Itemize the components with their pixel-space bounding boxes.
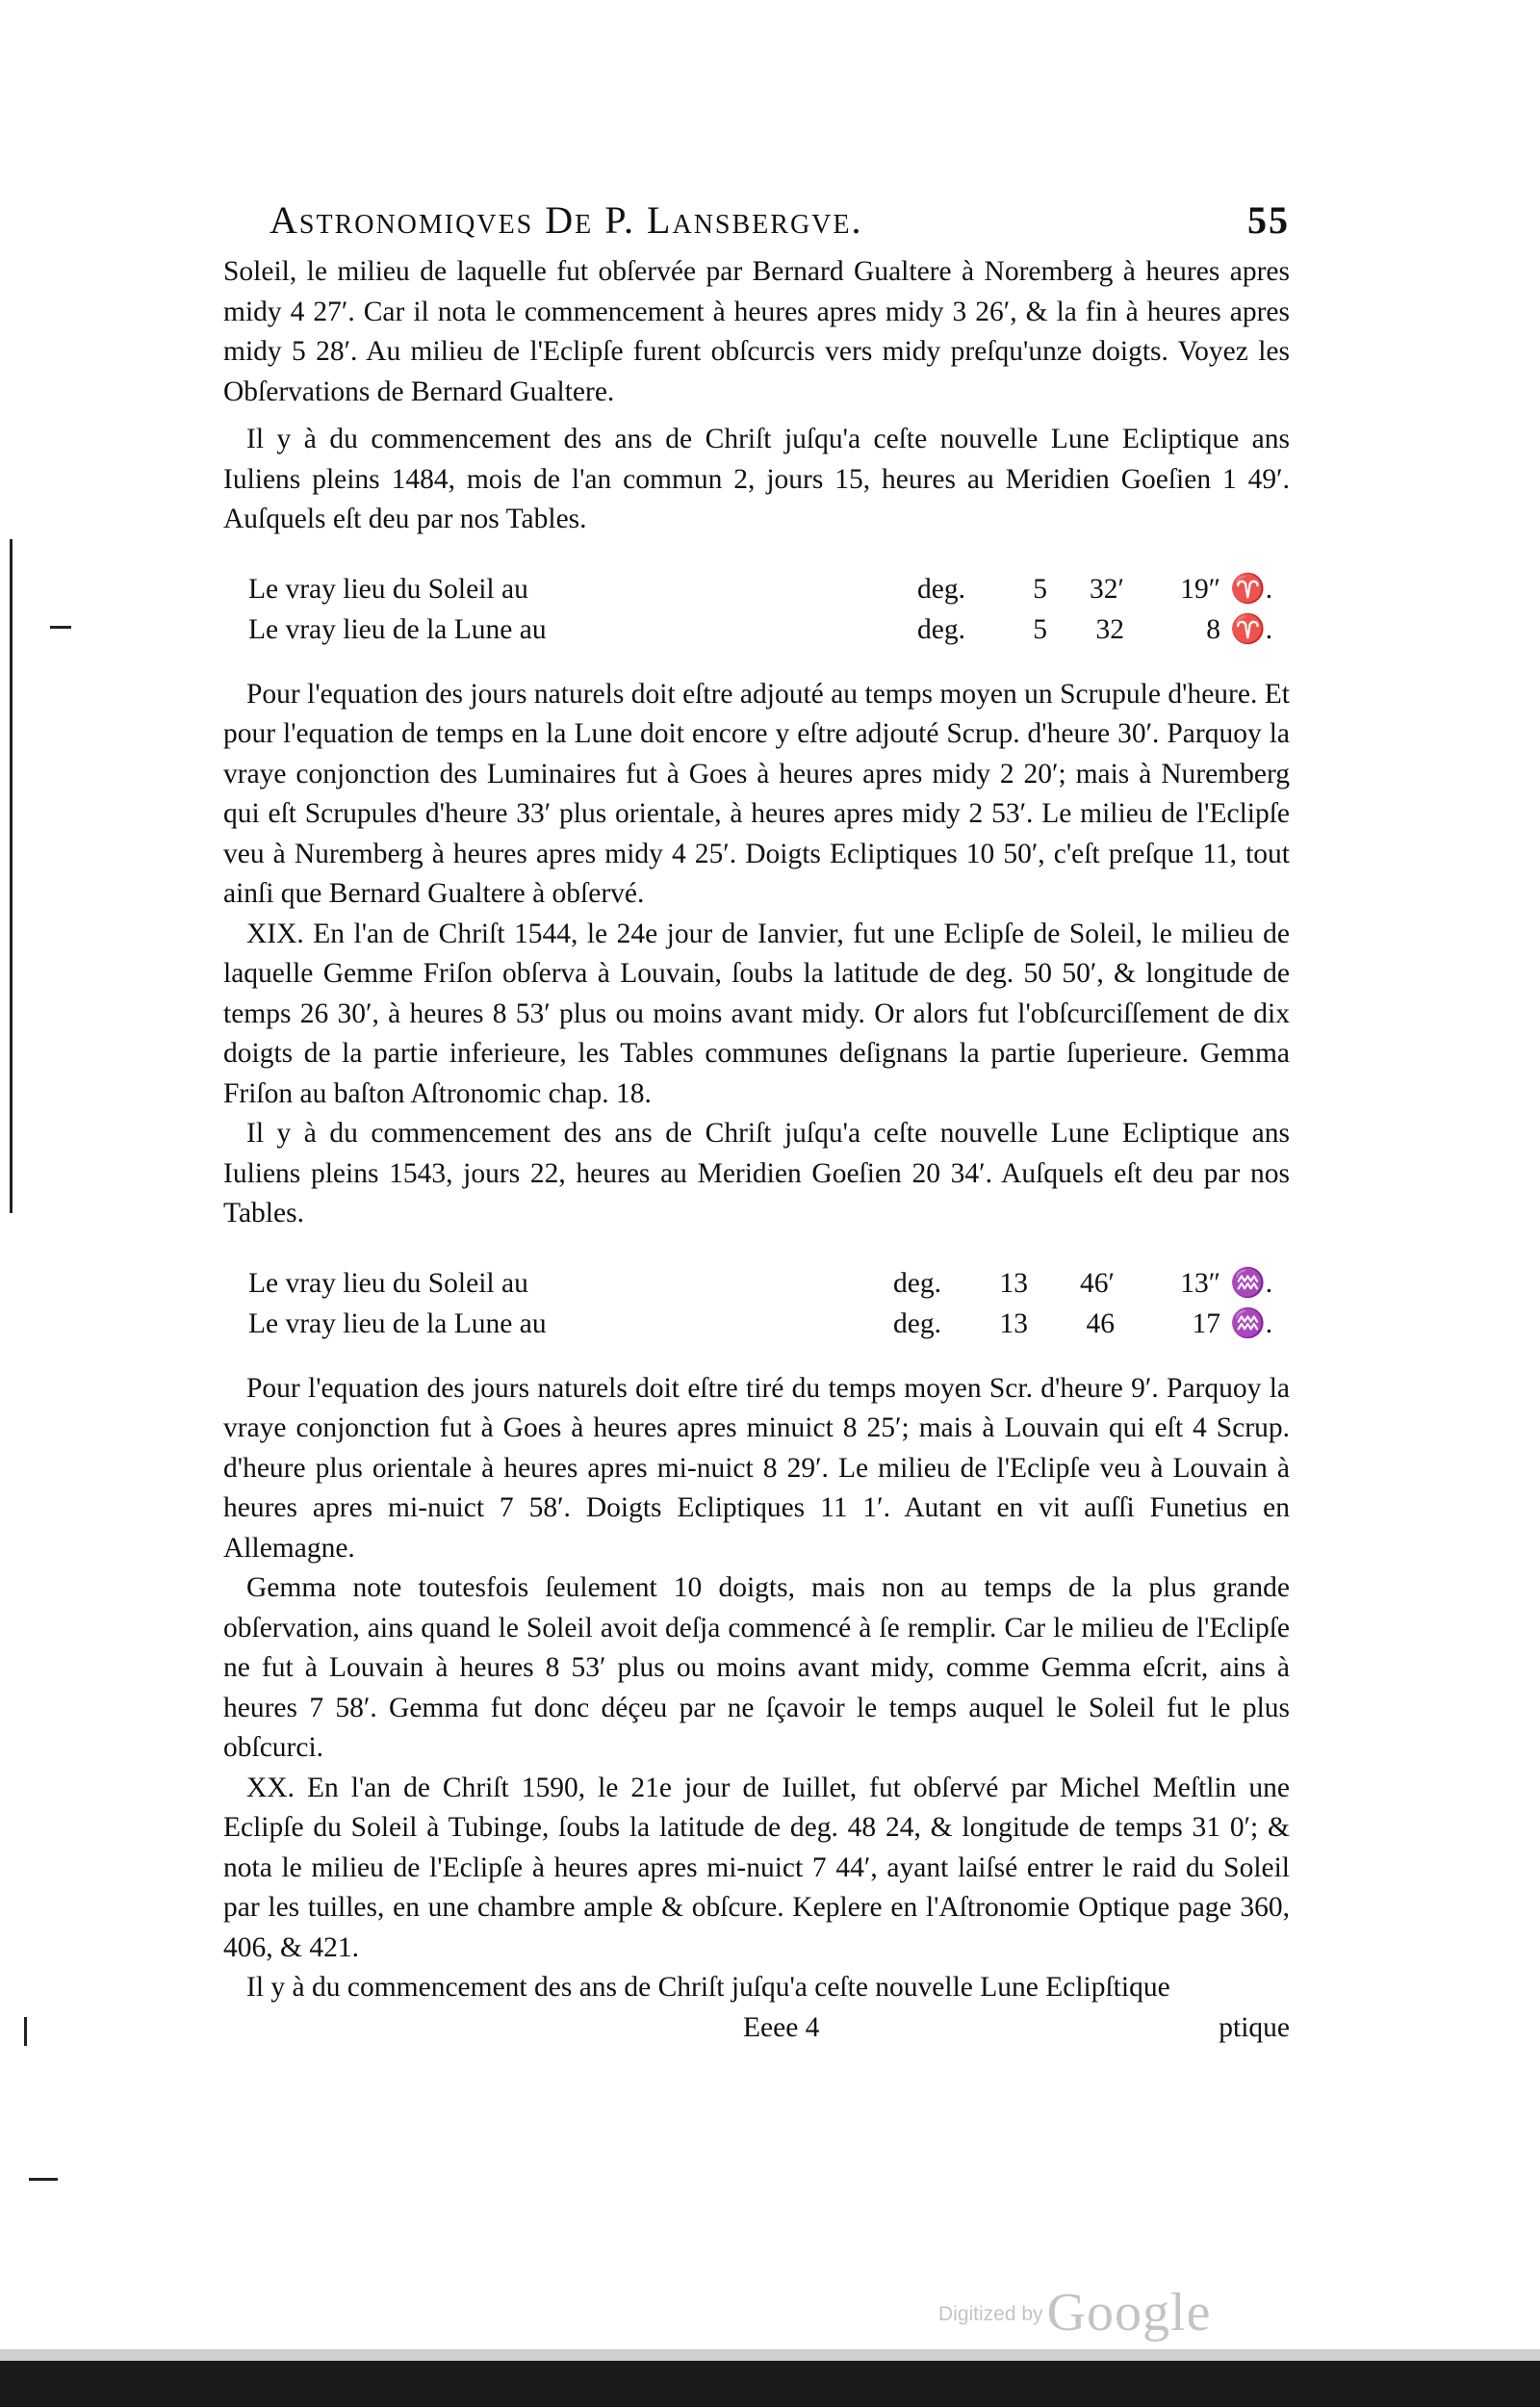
minutes-value: 32 (1095, 613, 1124, 645)
deg-label: deg. (917, 613, 965, 645)
page-footer (223, 2008, 1290, 2049)
row-label: Le vray lieu du Soleil au (248, 1267, 528, 1299)
body-text (223, 252, 1290, 2049)
table-row (248, 609, 1278, 650)
paragraph: Soleil, le milieu de laquelle fut obſervée par Bernard Gualtere à Noremberg à heures apres midy 4 27′. Car il nota le commencement à heures apres midy 3 26′, & la fin à heures apres midy 5 28′. Au milieu de l'Eclipſe furent obſcurcis vers midy preſqu'unze doigts. Voyez les Obſervations de Bernard Gualtere. (223, 256, 1290, 407)
running-title: Astronomiqves De P. Lansbergve. (270, 198, 863, 242)
minutes-value: 46′ (1080, 1267, 1115, 1299)
scan-speck (24, 2017, 27, 2046)
minutes-value: 46 (1086, 1307, 1115, 1339)
table-row (248, 1263, 1278, 1304)
degrees-value: 13 (999, 1267, 1028, 1299)
paragraph: Pour l'equation des jours naturels doit eſtre adjouté au temps moyen un Scrupule d'heure. Et pour l'equation de temps en la Lune doit encore y eſtre adjouté Scrup. d'heure 30′. Parquoy la vraye conjonction des Luminaires fut à Goes à heures apres midy 2 20′; mais à Nuremberg qui eſt Scrupules d'heure 33′ plus orientale, à heures apres midy 2 53′. Le milieu de l'Eclipſe veu à Nuremberg à heures apres midy 4 25′. Doigts Ecliptiques 10 50′, c'eſt preſque 11, tout ainſi que Bernard Gualtere à obſervé. (223, 678, 1290, 909)
aquarius-sign-icon: ♒. (1230, 1267, 1273, 1299)
seconds-value: 13″ (1180, 1267, 1220, 1299)
seconds-value: 19″ (1180, 573, 1220, 605)
page-number: 55 (1247, 198, 1290, 242)
table-row (248, 1304, 1278, 1344)
paragraph: Il y à du commencement des ans de Chriſt juſqu'a ceſte nouvelle Lune Eclipſtique (246, 1972, 1170, 2003)
deg-label: deg. (893, 1267, 941, 1299)
scan-edge-gradient (0, 2349, 1540, 2361)
seconds-value: 8 (1206, 613, 1220, 645)
digitized-watermark (938, 2282, 1211, 2340)
minutes-value: 32′ (1090, 573, 1124, 605)
paragraph: Il y à du commencement des ans de Chriſt juſqu'a ceſte nouvelle Lune Ecliptique ans Iuliens pleins 1484, mois de l'an commun 2, jours 15, heures au Meridien Goeſien 1 49′. Auſquels eſt deu par nos Tables. (223, 424, 1290, 534)
scan-edge-bottom (0, 2361, 1540, 2407)
deg-label: deg. (917, 573, 965, 605)
table-row (248, 569, 1278, 609)
catchword: ptique (1219, 2011, 1290, 2043)
aries-sign-icon: ♈. (1230, 613, 1273, 645)
degrees-value: 5 (1033, 573, 1047, 605)
paragraph: Pour l'equation des jours naturels doit eſtre tiré du temps moyen Scr. d'heure 9′. Parquoy la vraye conjonction fut à Goes à heures apres minuict 8 25′; mais à Louvain qui eſt 4 Scrup. d'heure plus orientale à heures apres mi-nuict 8 29′. Le milieu de l'Eclipſe veu à Louvain à heures apres mi-nuict 7 58′. Doigts Ecliptiques 11 1′. Autant en vit auſſi Funetius en Allemagne. (223, 1372, 1290, 1564)
scan-edge-line (10, 539, 13, 1213)
row-label: Le vray lieu de la Lune au (248, 1307, 547, 1339)
degrees-value: 5 (1033, 613, 1047, 645)
position-table-2 (248, 1263, 1278, 1346)
google-logo: Google (1046, 2283, 1212, 2342)
signature-mark: Eeee 4 (743, 2011, 820, 2043)
deg-label: deg. (893, 1307, 941, 1339)
position-table-1 (248, 569, 1278, 652)
aquarius-sign-icon: ♒. (1230, 1307, 1273, 1339)
seconds-value: 17 (1192, 1307, 1220, 1339)
scan-speck (29, 2178, 58, 2181)
degrees-value: 13 (999, 1307, 1028, 1339)
row-label: Le vray lieu du Soleil au (248, 573, 528, 605)
row-label: Le vray lieu de la Lune au (248, 613, 547, 645)
paragraph: Il y à du commencement des ans de Chriſt juſqu'a ceſte nouvelle Lune Ecliptique ans Iuliens pleins 1543, jours 22, heures au Meridien Goeſien 20 34′. Auſquels eſt deu par nos Tables. (223, 1118, 1290, 1229)
paragraph: XX. En l'an de Chriſt 1590, le 21e jour de Iuillet, fut obſervé par Michel Meſtlin une Eclipſe du Soleil à Tubinge, ſoubs la latitude de deg. 48 24, & longitude de temps 31 0′; & nota le milieu de l'Eclipſe à heures apres mi-nuict 7 44′, ayant laiſsé entrer le raid du Soleil par les tuilles, en une chambre ample & obſcure. Keplere en l'Aſtronomie Optique page 360, 406, & 421. (223, 1772, 1290, 1963)
paragraph: XIX. En l'an de Chriſt 1544, le 24e jour de Ianvier, fut une Eclipſe de Soleil, le milieu de laquelle Gemme Friſon obſerva à Louvain, ſoubs la latitude de deg. 50 50′, & longitude de temps 26 30′, à heures 8 53′ plus ou moins avant midy. Or alors fut l'obſcurciſſement de dix doigts de la partie inferieure, les Tables communes deſignans la partie ſuperieure. Gemma Friſon au baſton Aſtronomic chap. 18. (223, 918, 1290, 1109)
scan-speck (50, 626, 71, 629)
running-head (270, 197, 1290, 255)
aries-sign-icon: ♈. (1230, 573, 1273, 605)
paragraph: Gemma note toutesfois ſeulement 10 doigts, mais non au temps de la plus grande obſervation, ains quand le Soleil avoit deſja commencé à ſe remplir. Car le milieu de l'Eclipſe ne fut à Louvain à heures 8 53′ plus ou moins avant midy, comme Gemma eſcrit, ains à heures 7 58′. Gemma fut donc déçeu par ne ſçavoir le temps auquel le Soleil fut le plus obſcurci. (223, 1572, 1290, 1763)
watermark-prefix: Digitized by (938, 2303, 1043, 2325)
